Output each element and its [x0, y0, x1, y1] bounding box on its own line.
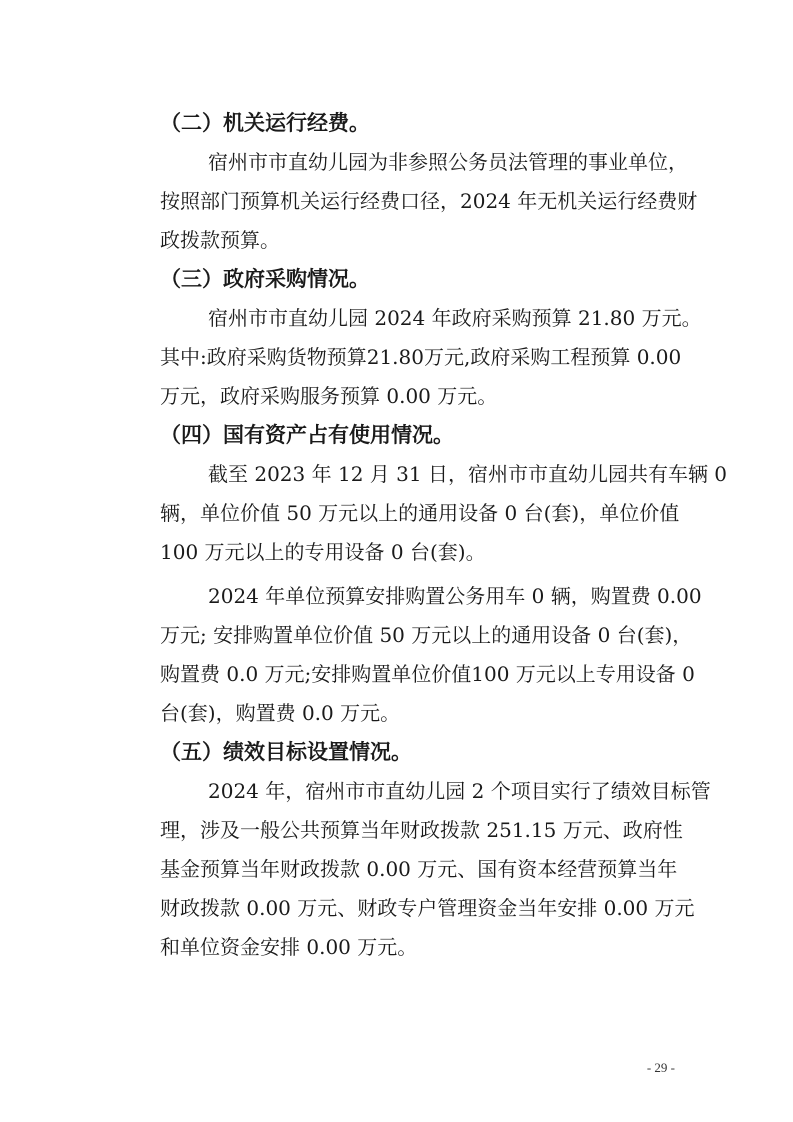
paragraph-assets-purchase: [112, 577, 702, 733]
page-number: - 29 -: [646, 1060, 675, 1075]
text-line: 截至 2023 年 12 月 31 日，宿州市市直幼儿园共有车辆 0: [208, 462, 728, 486]
text-line: 万元，政府采购服务预算 0.00 万元。: [160, 384, 498, 408]
section-heading-performance-goals: （五）绩效目标设置情况。: [160, 740, 412, 764]
text-line: 理，涉及一般公共预算当年财政拨款 251.15 万元、政府性: [160, 818, 683, 842]
text-line: 台(套)，购置费 0.0 万元。: [160, 701, 401, 725]
paragraph-assets-status: [112, 455, 728, 572]
section-heading-procurement: （三）政府采购情况。: [160, 267, 370, 291]
text-line: 财政拨款 0.00 万元、财政专户管理资金当年安排 0.00 万元: [160, 896, 695, 920]
document-page: [112, 104, 728, 967]
text-line: 按照部门预算机关运行经费口径，2024 年无机关运行经费财: [160, 189, 698, 213]
section-heading-state-assets: （四）国有资产占有使用情况。: [160, 423, 454, 447]
paragraph-procurement: [112, 299, 702, 416]
text-line: 万元; 安排购置单位价值 50 万元以上的通用设备 0 台(套)，: [160, 623, 693, 647]
section-heading-operating-expenses: （二）机关运行经费。: [160, 111, 370, 135]
text-line: 基金预算当年财政拨款 0.00 万元、国有资本经营预算当年: [160, 857, 678, 881]
text-line: 宿州市市直幼儿园 2024 年政府采购预算 21.80 万元。: [208, 306, 702, 330]
text-line: 2024 年单位预算安排购置公务用车 0 辆，购置费 0.00: [208, 584, 702, 608]
text-line: 辆，单位价值 50 万元以上的通用设备 0 台(套)，单位价值: [160, 501, 680, 525]
text-line: 和单位资金安排 0.00 万元。: [160, 935, 418, 959]
text-line: 其中:政府采购货物预算21.80万元,政府采购工程预算 0.00: [160, 345, 682, 369]
text-line: 100 万元以上的专用设备 0 台(套)。: [160, 540, 486, 564]
text-line: 政拨款预算。: [160, 228, 280, 252]
text-line: 购置费 0.0 万元;安排购置单位价值100 万元以上专用设备 0: [160, 662, 695, 686]
text-line: 2024 年，宿州市市直幼儿园 2 个项目实行了绩效目标管: [208, 779, 711, 803]
paragraph-performance-goals: [112, 772, 711, 967]
text-line: 宿州市市直幼儿园为非参照公务员法管理的事业单位，: [208, 150, 688, 174]
paragraph-operating-expenses: [112, 143, 698, 260]
